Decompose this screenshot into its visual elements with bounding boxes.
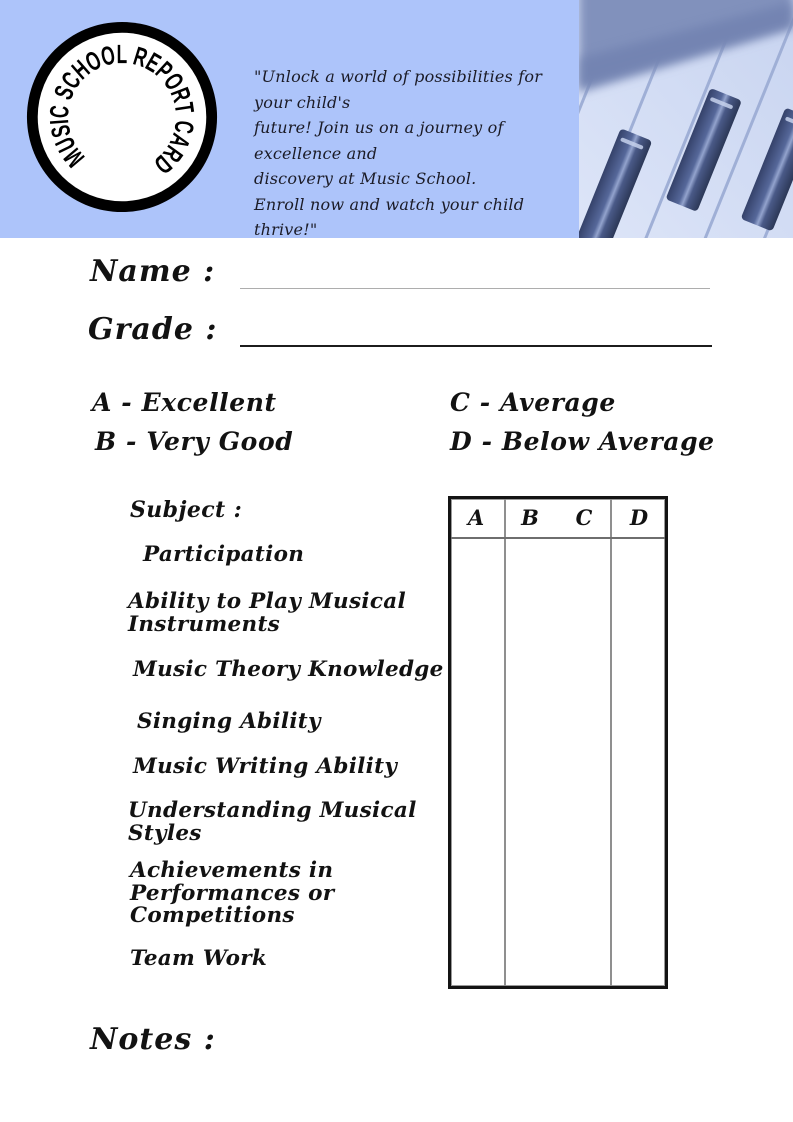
- piano-keys-photo: [579, 0, 793, 238]
- quote-line: discovery at Music School.: [254, 169, 477, 188]
- subject-writing: [133, 756, 397, 779]
- table-vertical-line: [504, 499, 506, 986]
- legend-c: C - Average: [450, 388, 616, 417]
- subject-line: Participation: [143, 542, 305, 567]
- column-header-b: B: [521, 505, 539, 530]
- subject-teamwork: [130, 948, 267, 971]
- name-label: Name :: [90, 254, 216, 289]
- subject-line: Styles: [128, 820, 202, 846]
- subject-theory: [133, 659, 444, 682]
- subject-line: Music Writing Ability: [133, 754, 398, 779]
- table-header-separator: [451, 537, 665, 539]
- legend-b: B - Very Good: [95, 427, 294, 456]
- subject-singing: [137, 711, 321, 734]
- grade-fill-line: [240, 345, 712, 347]
- quote-line: future! Join us on a journey of excellence and: [254, 118, 504, 163]
- quote-line: "Unlock a world of possibilities for your child's: [254, 67, 543, 112]
- name-fill-line: [240, 288, 710, 289]
- header-band: [0, 0, 793, 238]
- column-header-c: C: [575, 505, 593, 530]
- subject-line: Music Theory Knowledge: [133, 657, 444, 682]
- subject-styles: [128, 800, 417, 845]
- subject-line: Team Work: [130, 946, 268, 971]
- subject-line: Competitions: [130, 903, 295, 928]
- subject-line: Achievements in: [130, 858, 334, 883]
- quote-line: Enroll now and watch your child thrive!": [254, 194, 525, 239]
- column-header-d: D: [629, 505, 649, 530]
- subject-line: Singing Ability: [137, 709, 321, 734]
- subject-achievements: [130, 860, 334, 928]
- grade-table: [448, 496, 668, 989]
- music-school-logo: [24, 19, 220, 215]
- subject-line: Instruments: [128, 611, 281, 637]
- table-vertical-line: [610, 499, 612, 986]
- notes-label: Notes :: [90, 1022, 216, 1057]
- logo-curved-text: MUSIC SCHOOL REPORT CARD: [43, 38, 201, 185]
- legend-d: D - Below Average: [450, 427, 715, 456]
- subject-line: Ability to Play Musical: [128, 589, 406, 614]
- subject-participation: [143, 544, 304, 567]
- column-header-a: A: [467, 505, 485, 530]
- subject-heading: Subject :: [130, 497, 243, 523]
- promo-quote: [254, 64, 584, 243]
- legend-a: A - Excellent: [92, 388, 277, 417]
- subject-line: Performances or: [130, 880, 335, 906]
- subject-instruments: [128, 591, 406, 636]
- subject-line: Understanding Musical: [128, 798, 417, 823]
- grade-label: Grade :: [88, 312, 218, 347]
